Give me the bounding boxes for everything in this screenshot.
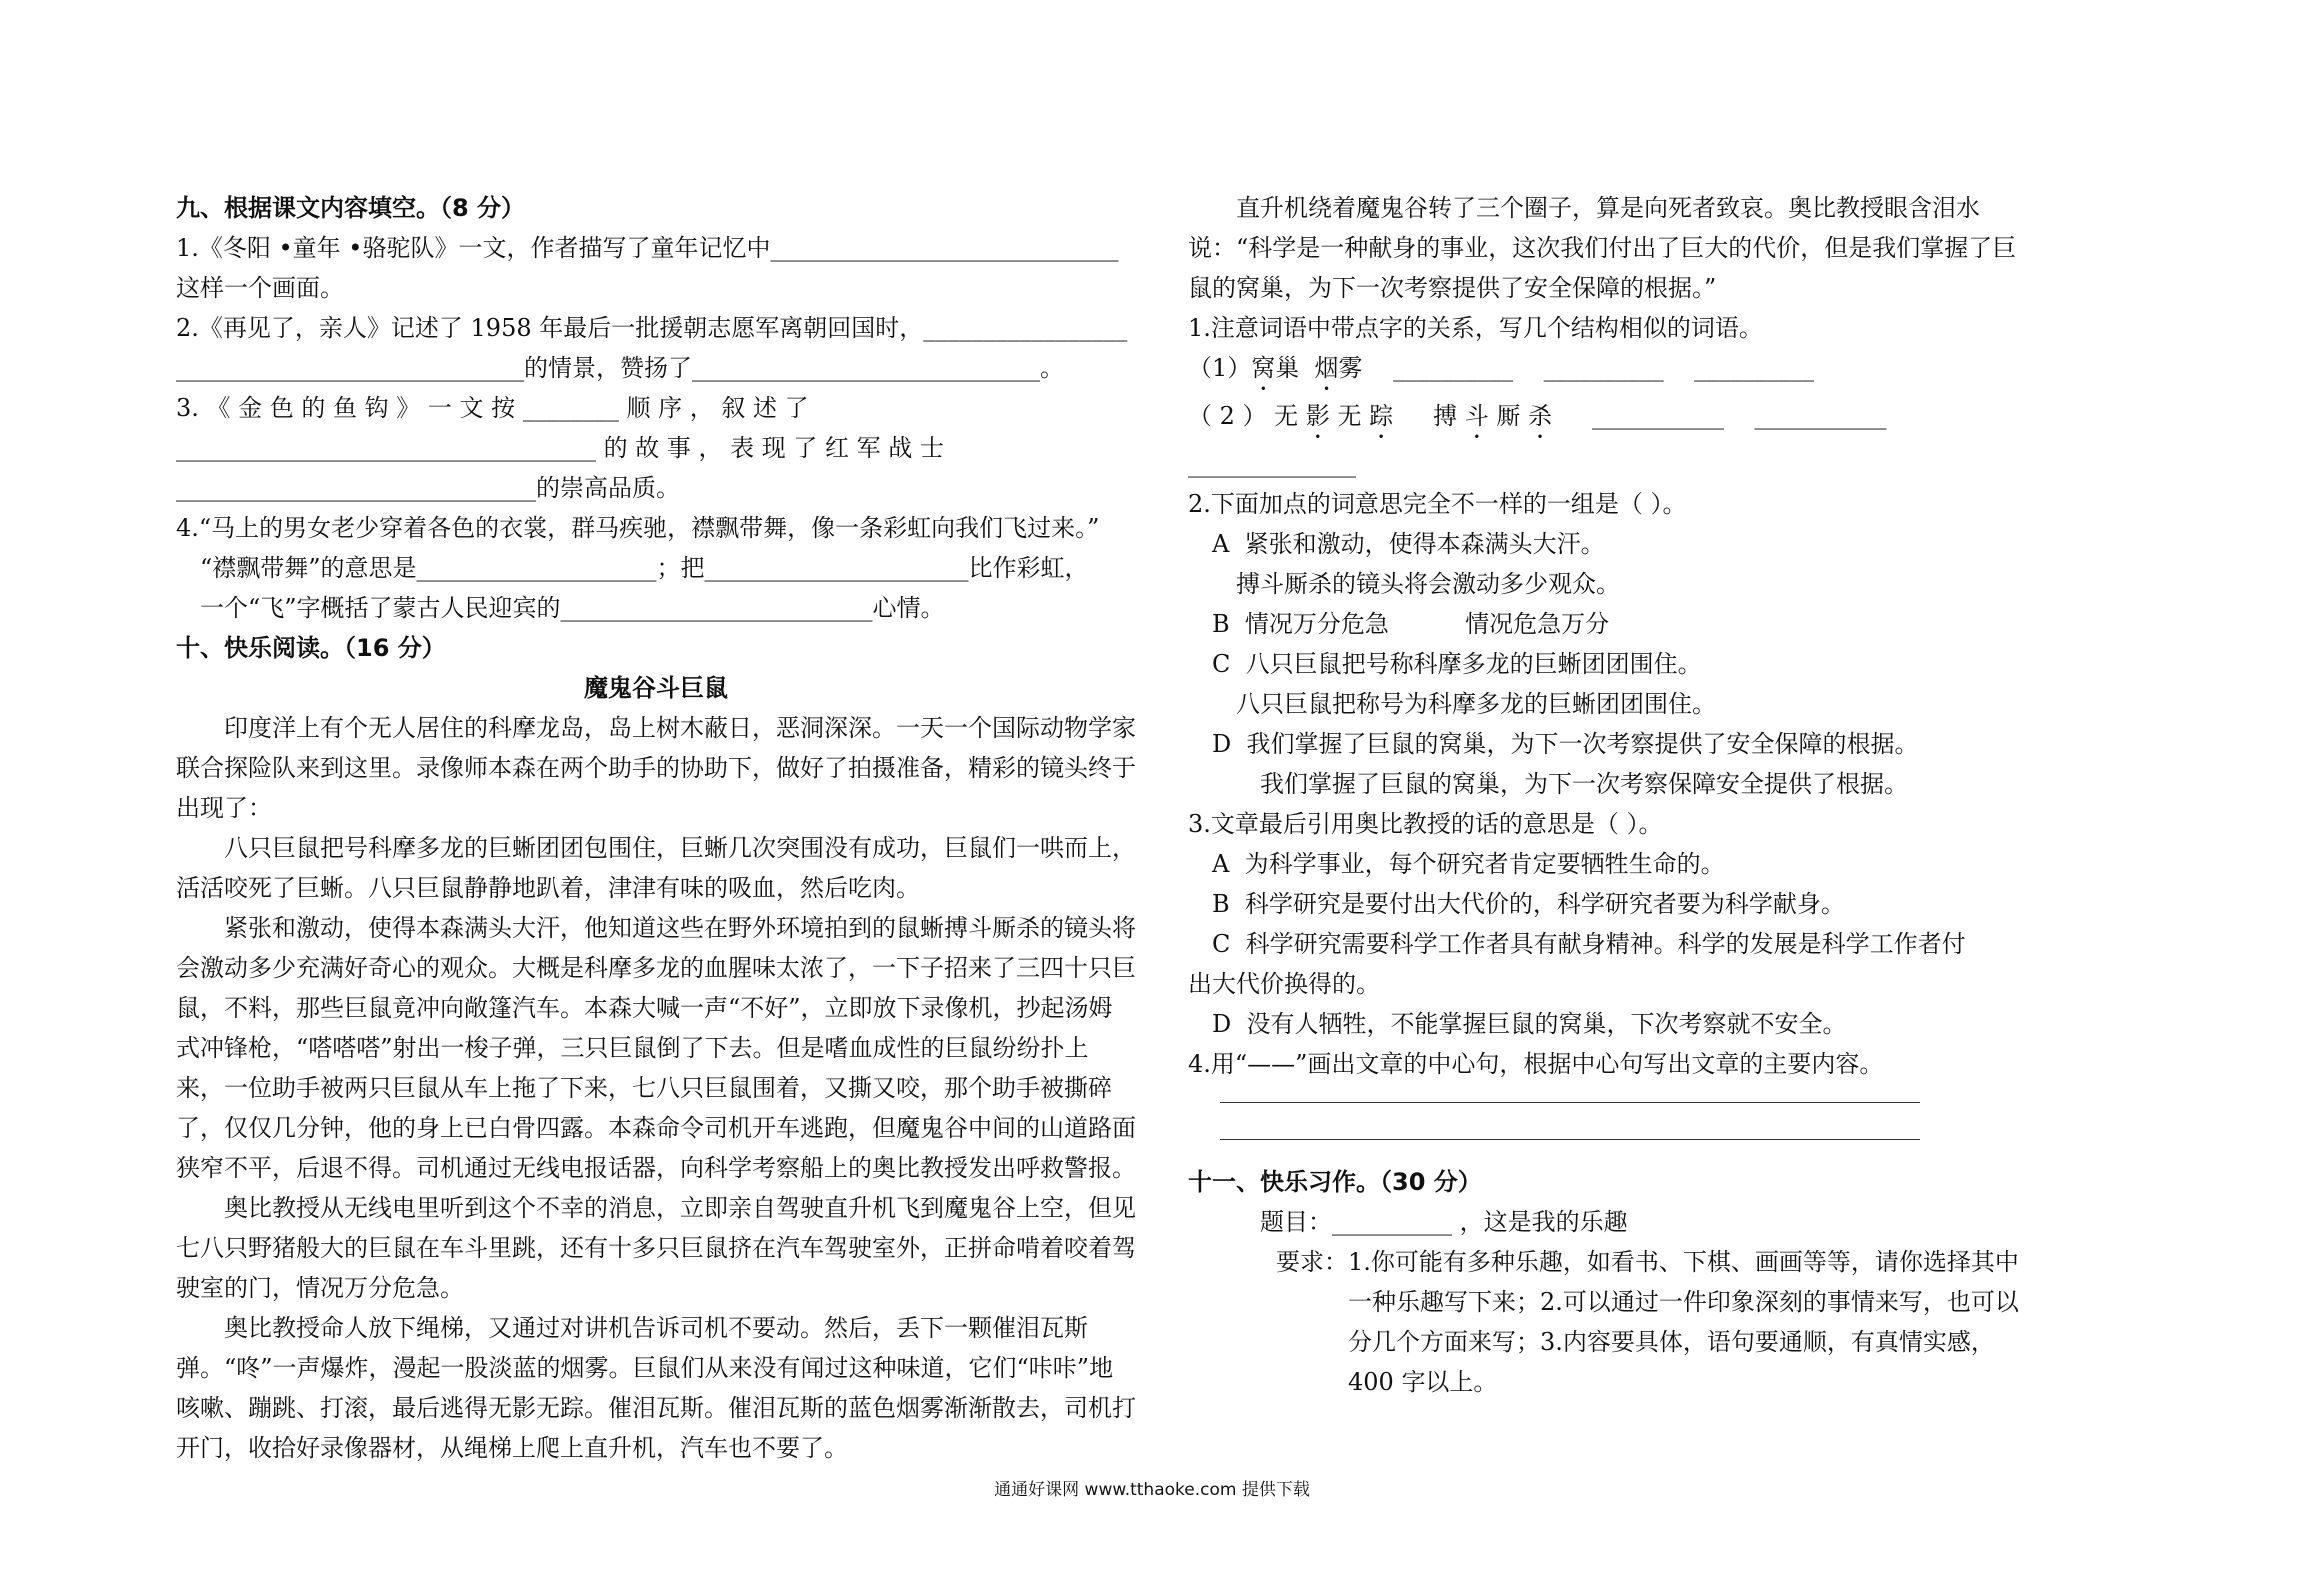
dotted-char: 烟 bbox=[1314, 354, 1339, 382]
section-9-heading: 九、根据课文内容填空。（8 分） bbox=[176, 194, 526, 222]
q2-option-d-line1: D 我们掌握了巨鼠的窝巢，为下一次考察提供了安全保障的根据。 bbox=[1212, 730, 1919, 758]
char: 厮 bbox=[1496, 402, 1521, 430]
q3-option-b: B 科学研究是要付出大代价的，科学研究者要为科学献身。 bbox=[1212, 890, 1845, 918]
composition-requirements: 要求：1.你可能有多种乐趣，如看书、下棋、画画等等，请你选择其中一种乐趣写下来；2.可以通过一件印象深刻的事情来写，也可以分几个方面来写；3.内容要具体，语句要通顺，有真情实感，400 字以上。 bbox=[1276, 1248, 2019, 1396]
char: 无 bbox=[1337, 402, 1362, 430]
question-1-item-2 bbox=[1188, 396, 2020, 444]
left-column bbox=[176, 188, 1136, 1468]
article-paragraph-3: 紧张和激动，使得本森满头大汗，他知道这些在野外环境拍到的鼠蜥搏斗厮杀的镜头将会激动多少充满好奇心的观众。大概是科摩多龙的血腥味太浓了，一下子招来了三四十只巨鼠，不料，那些巨鼠竟冲向敞篷汽车。本森大喊一声“不好”，立即放下录像机，抄起汤姆式冲锋枪，“嗒嗒嗒”射出一梭子弹，三只巨鼠倒了下去。但是嗜血成性的巨鼠纷纷扑上来，一位助手被两只巨鼠从车上拖了下来，七八只巨鼠围着，又撕又咬，那个助手被撕碎了，仅仅几分钟，他的身上已白骨四露。本森命令司机开车逃跑，但魔鬼谷中间的山道路面狭窄不平，后退不得。司机通过无线电报话器，向科学考察船上的奥比教授发出呼救警报。 bbox=[176, 914, 1136, 1182]
q3-option-c-line2: 出大代价换得的。 bbox=[1188, 970, 1380, 998]
article-paragraph-1: 印度洋上有个无人居住的科摩龙岛，岛上树木蔽日，恶洞深深。一天一个国际动物学家联合探险队来到这里。录像师本森在两个助手的协助下，做好了拍摄准备，精彩的镜头终于出现了： bbox=[176, 714, 1136, 822]
q3-option-c-line1: C 科学研究需要科学工作者具有献身精神。科学的发展是科学工作者付 bbox=[1212, 930, 1966, 958]
s9-question-3-line2: ___________________________________ 的 故 事 ， 表 现 了 红 军 战 士 bbox=[176, 434, 944, 462]
q2-option-b: B 情况万分危急 情况危急万分 bbox=[1212, 610, 1610, 638]
footer-credit: 通通好课网 www.tthaoke.com 提供下载 bbox=[994, 1480, 1310, 1500]
s9-question-1-line2: 这样一个画面。 bbox=[176, 274, 344, 302]
dotted-char: 杀 bbox=[1528, 402, 1553, 430]
char: 巢 bbox=[1275, 354, 1300, 382]
s9-question-4-line3: 一个“飞”字概括了蒙古人民迎宾的__________________________心情。 bbox=[200, 594, 945, 622]
q2-option-c-line2: 八只巨鼠把称号为科摩多龙的巨蜥团团围住。 bbox=[1236, 690, 1716, 718]
s9-question-4-line1: 4.“马上的男女老少穿着各色的衣裳，群马疾驰，襟飘带舞，像一条彩虹向我们飞过来。” bbox=[176, 514, 1100, 542]
article-paragraph-4: 奥比教授从无线电里听到这个不幸的消息，立即亲自驾驶直升机飞到魔鬼谷上空，但见七八只野猪般大的巨鼠在车斗里跳，还有十多只巨鼠挤在汽车驾驶室外，正拼命啃着咬着驾驶室的门，情况万分危急。 bbox=[176, 1194, 1136, 1302]
dotted-char: 踪 bbox=[1369, 402, 1394, 430]
dotted-char: 斗 bbox=[1464, 402, 1489, 430]
s9-question-2-line1: 2.《再见了，亲人》记述了 1958 年最后一批援朝志愿军离朝回国时，_________________ bbox=[176, 314, 1128, 342]
q2-option-a-line2: 搏斗厮杀的镜头将会激动多少观众。 bbox=[1236, 570, 1620, 598]
question-3: 3.文章最后引用奥比教授的话的意思是（ ）。 bbox=[1188, 810, 1663, 838]
answer-blanks: __________ __________ __________ bbox=[1393, 354, 1815, 382]
s9-question-1-line1: 1.《冬阳 •童年 •骆驼队》一文，作者描写了童年记忆中_____________________________ bbox=[176, 234, 1119, 262]
q2-option-a-line1: A 紧张和激动，使得本森满头大汗。 bbox=[1212, 530, 1605, 558]
question-4: 4.用“——”画出文章的中心句，根据中心句写出文章的主要内容。 bbox=[1188, 1050, 1884, 1078]
s9-question-2-line2: _____________________________的情景，赞扬了_____________________________。 bbox=[176, 354, 1064, 382]
char: 搏 bbox=[1433, 402, 1458, 430]
section-11-heading: 十一、快乐习作。（30 分） bbox=[1188, 1168, 1482, 1196]
item-label: （ 2 ） bbox=[1188, 402, 1267, 430]
question-1-item-1 bbox=[1188, 348, 2020, 396]
q2-option-d-line2: 我们掌握了巨鼠的窝巢，为下一次考察保障安全提供了根据。 bbox=[1260, 770, 1908, 798]
char: 雾 bbox=[1338, 354, 1363, 382]
s9-question-3-line1: 3. 《 金 色 的 鱼 钩 》 一 文 按 ________ 顺 序 ， 叙 述 了 bbox=[176, 394, 809, 422]
article-title: 魔鬼谷斗巨鼠 bbox=[584, 674, 728, 702]
answer-line bbox=[1220, 1125, 1920, 1140]
composition-topic: 题目：__________ ，这是我的乐趣 bbox=[1260, 1208, 1628, 1236]
char: 无 bbox=[1274, 402, 1299, 430]
s9-question-4-line2: “襟飘带舞”的意思是____________________；把______________________比作彩虹， bbox=[200, 554, 1089, 582]
item-label: （1） bbox=[1188, 354, 1252, 382]
answer-line bbox=[1220, 1088, 1920, 1103]
article-paragraph-5: 奥比教授命人放下绳梯，又通过对讲机告诉司机不要动。然后，丢下一颗催泪瓦斯弹。“咚”一声爆炸，漫起一股淡蓝的烟雾。巨鼠们从来没有闻过这种味道，它们“咔咔”地咳嗽、蹦跳、打滚，最后逃得无影无踪。催泪瓦斯。催泪瓦斯的蓝色烟雾渐渐散去，司机打开门，收拾好录像器材，从绳梯上爬上直升机，汽车也不要了。 bbox=[176, 1314, 1136, 1462]
question-1: 1.注意词语中带点字的关系，写几个结构相似的词语。 bbox=[1188, 314, 1763, 342]
answer-blanks: ___________ ___________ bbox=[1592, 402, 1887, 430]
dotted-char: 影 bbox=[1305, 402, 1330, 430]
dotted-char: 窝 bbox=[1251, 354, 1276, 382]
section-10-heading: 十、快乐阅读。（16 分） bbox=[176, 634, 446, 662]
q3-option-d: D 没有人牺牲，不能掌握巨鼠的窝巢，下次考察就不安全。 bbox=[1212, 1010, 1847, 1038]
article-paragraph-6: 直升机绕着魔鬼谷转了三个圈子，算是向死者致哀。奥比教授眼含泪水说：“科学是一种献身的事业，这次我们付出了巨大的代价，但是我们掌握了巨鼠的窝巢，为下一次考察提供了安全保障的根据。” bbox=[1188, 194, 2017, 302]
q2-option-c-line1: C 八只巨鼠把号称科摩多龙的巨蜥团团围住。 bbox=[1212, 650, 1702, 678]
article-paragraph-2: 八只巨鼠把号科摩多龙的巨蜥团团包围住，巨蜥几次突围没有成功，巨鼠们一哄而上，活活咬死了巨蜥。八只巨鼠静静地趴着，津津有味的吸血，然后吃肉。 bbox=[176, 834, 1136, 902]
s9-question-3-line3: ______________________________的崇高品质。 bbox=[176, 474, 680, 502]
question-2: 2.下面加点的词意思完全不一样的一组是（ ）。 bbox=[1188, 490, 1687, 518]
q3-option-a: A 为科学事业，每个研究者肯定要牺牲生命的。 bbox=[1212, 850, 1725, 878]
question-1-item-2-continuation: ______________ bbox=[1188, 450, 1356, 478]
right-column bbox=[1188, 188, 2020, 1402]
